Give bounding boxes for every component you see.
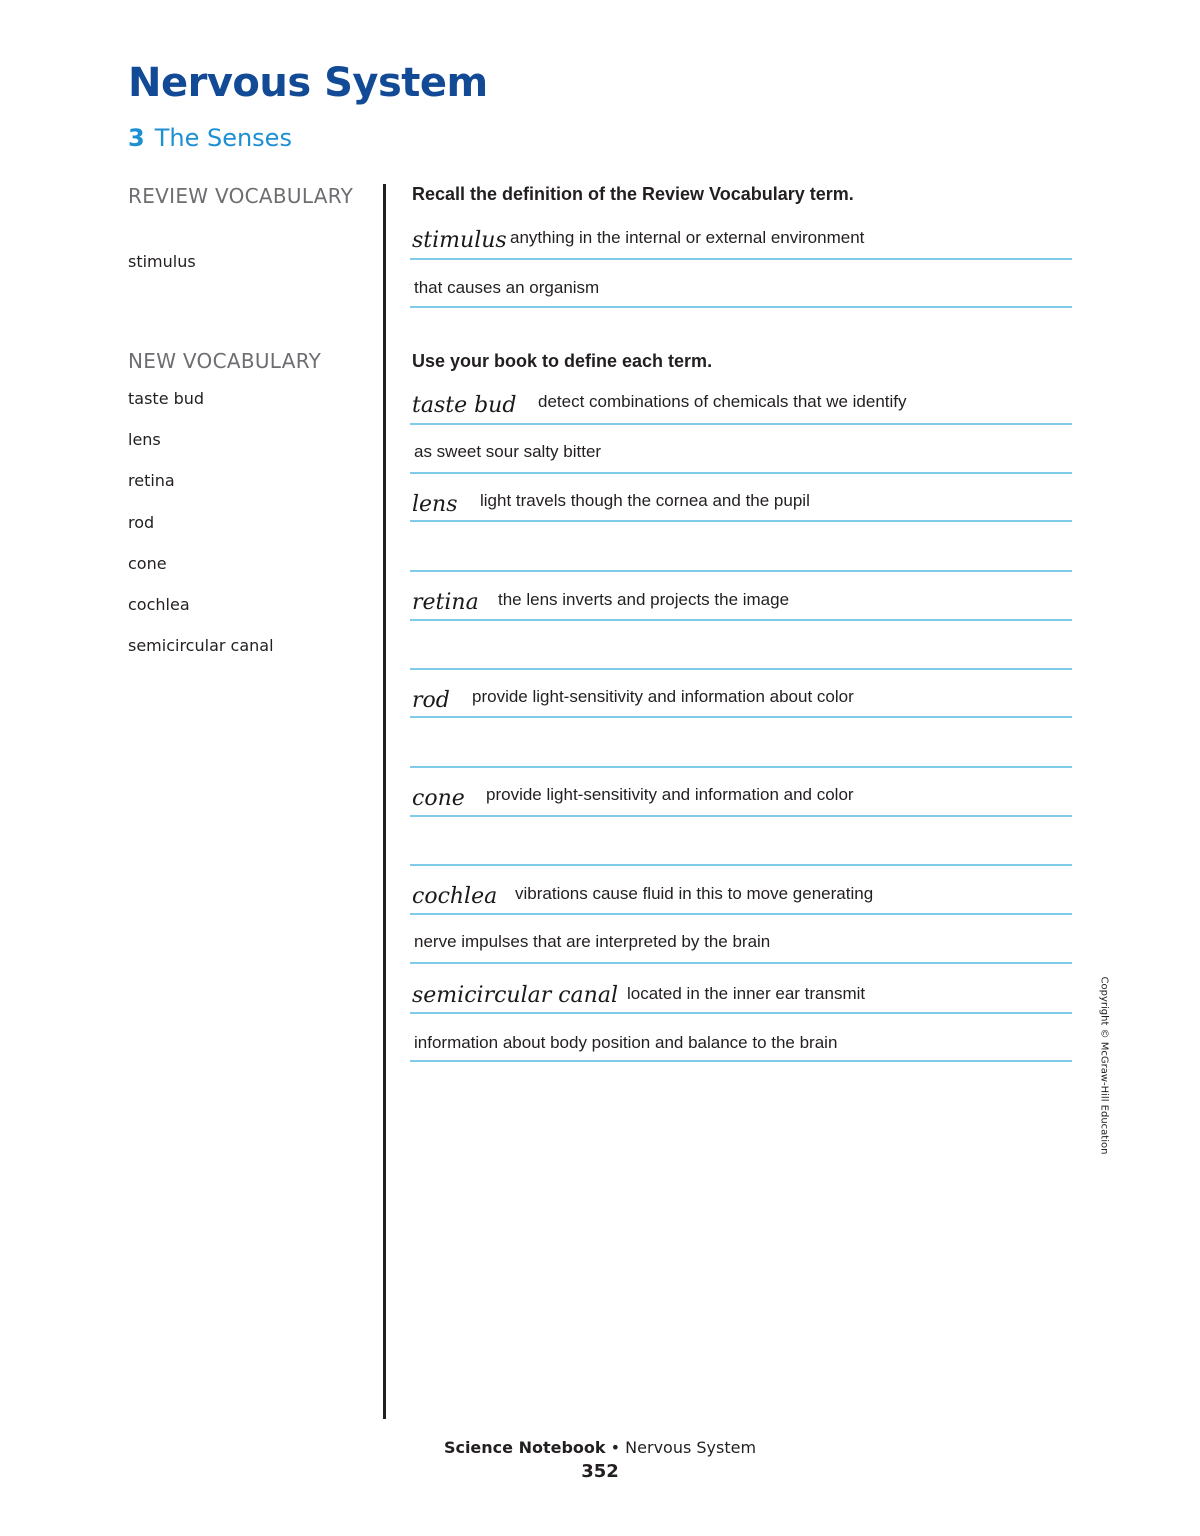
new-term-lens: lens [128, 430, 161, 449]
lesson-title: The Senses [154, 124, 292, 152]
new-term-taste-bud: taste bud [128, 389, 205, 408]
page-footer [0, 1438, 1200, 1457]
writing-line [410, 864, 1072, 866]
define-instruction: Use your book to define each term. [412, 351, 713, 371]
new-term-retina: retina [128, 471, 175, 490]
writing-line [410, 472, 1072, 474]
review-instruction: Recall the definition of the Review Vocabulary term. [412, 184, 854, 204]
answer-line-1[interactable]: vibrations cause fluid in this to move generating [515, 884, 874, 903]
writing-line [410, 1060, 1072, 1062]
answer-line-2[interactable]: that causes an organism [414, 278, 600, 297]
handwritten-term: semicircular canal [412, 983, 618, 1008]
writing-line [410, 520, 1072, 522]
handwritten-term: retina [412, 590, 479, 615]
handwritten-term: rod [412, 688, 450, 713]
writing-line [410, 306, 1072, 308]
handwritten-term: cochlea [412, 884, 498, 909]
review-vocabulary-heading: REVIEW VOCABULARY [128, 184, 354, 208]
writing-line [410, 668, 1072, 670]
handwritten-term: stimulus [412, 228, 507, 253]
handwritten-term: taste bud [412, 393, 517, 418]
writing-line [410, 716, 1072, 718]
answer-line-1[interactable]: detect combinations of chemicals that we identify [538, 392, 907, 411]
column-divider [383, 184, 386, 1419]
page-title: Nervous System [128, 60, 488, 106]
writing-line [410, 962, 1072, 964]
writing-line [410, 619, 1072, 621]
page-number: 352 [581, 1461, 619, 1482]
handwritten-term: lens [412, 492, 458, 517]
new-term-cochlea: cochlea [128, 595, 190, 614]
answer-line-2[interactable]: information about body position and balance to the brain [414, 1033, 838, 1052]
footer-book-title: Science Notebook [443, 1438, 606, 1457]
answer-line-2[interactable]: nerve impulses that are interpreted by the brain [414, 932, 771, 951]
answer-line-2[interactable]: as sweet sour salty bitter [414, 442, 602, 461]
handwritten-term: cone [412, 786, 465, 811]
new-term-semicircular-canal: semicircular canal [128, 636, 274, 655]
lesson-number: 3 [128, 124, 145, 152]
answer-line-1[interactable]: light travels though the cornea and the pupil [480, 491, 810, 510]
new-term-rod: rod [128, 513, 155, 532]
footer-chapter: Nervous System [625, 1438, 757, 1457]
new-term-cone: cone [128, 554, 167, 573]
new-vocabulary-heading: NEW VOCABULARY [128, 349, 322, 373]
writing-line [410, 1012, 1072, 1014]
answer-line-1[interactable]: provide light-sensitivity and information about color [472, 687, 854, 706]
footer-separator: • [610, 1438, 621, 1457]
writing-line [410, 913, 1072, 915]
lesson-heading [128, 124, 292, 152]
answer-line-1[interactable]: located in the inner ear transmit [627, 984, 866, 1003]
review-term-stimulus: stimulus [128, 252, 196, 271]
copyright-notice: Copyright © McGraw-Hill Education [1098, 976, 1110, 1155]
answer-line-1[interactable]: anything in the internal or external environment [510, 228, 865, 247]
writing-line [410, 258, 1072, 260]
writing-line [410, 570, 1072, 572]
answer-line-1[interactable]: provide light-sensitivity and information and color [486, 785, 854, 804]
answer-line-1[interactable]: the lens inverts and projects the image [498, 590, 790, 609]
writing-line [410, 423, 1072, 425]
writing-line [410, 815, 1072, 817]
writing-line [410, 766, 1072, 768]
